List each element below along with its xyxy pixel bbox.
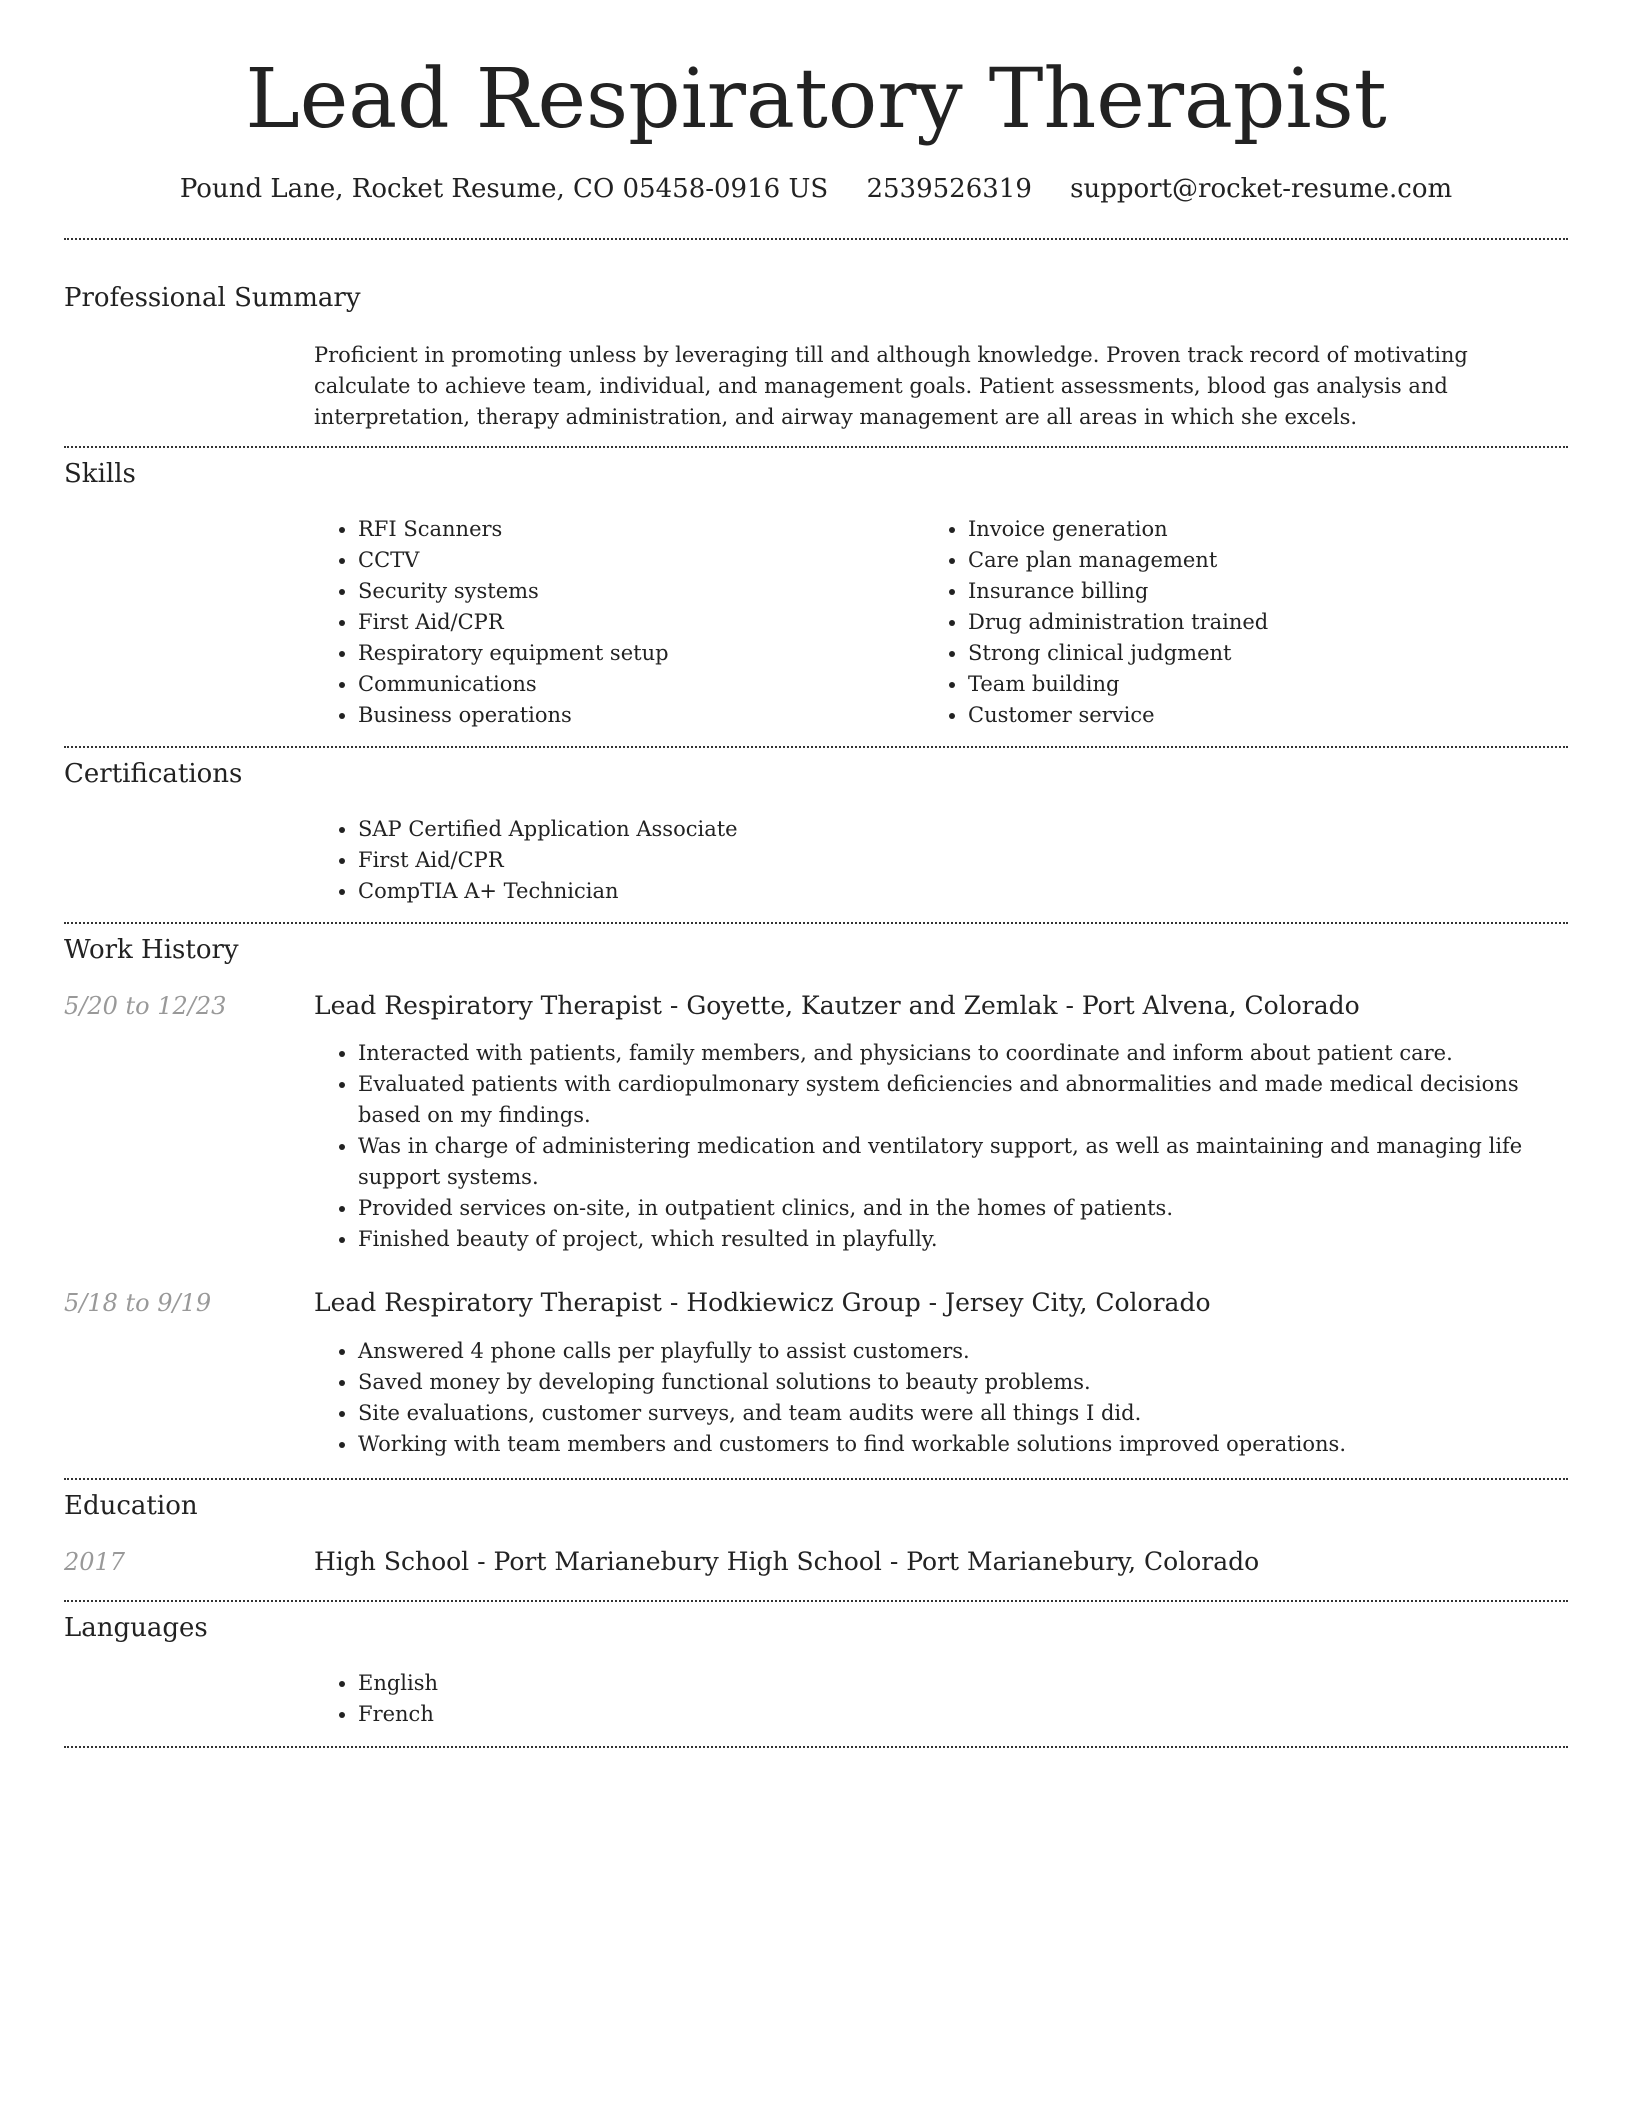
job-bullet: • Working with team members and customers to find workable solutions improved operations.: [358, 1429, 1568, 1460]
skill-item: • Strong clinical judgment: [968, 638, 1568, 669]
section-title-work-history: Work History: [64, 935, 239, 965]
section-title-certifications: Certifications: [64, 759, 243, 789]
job-bullet: • Evaluated patients with cardiopulmonary system deficiencies and abnormalities and made medical decisions based on my findings.: [358, 1069, 1568, 1131]
job-bullet: • Provided services on-site, in outpatient clinics, and in the homes of patients.: [358, 1193, 1568, 1224]
section-title-languages: Languages: [64, 1613, 208, 1643]
skill-item: • Customer service: [968, 700, 1568, 731]
skill-item: • Respiratory equipment setup: [358, 638, 918, 669]
skill-item: • Care plan management: [968, 545, 1568, 576]
skill-item: • CCTV: [358, 545, 918, 576]
job-bullets: [314, 1038, 1568, 1255]
divider: [64, 446, 1568, 448]
languages-list: [314, 1668, 1568, 1730]
job-bullet: • Site evaluations, customer surveys, and team audits were all things I did.: [358, 1398, 1568, 1429]
job-title: Lead Respiratory Therapist - Hodkiewicz Group - Jersey City, Colorado: [314, 1288, 1211, 1317]
job-dates: 5/18 to 9/19: [64, 1289, 212, 1317]
job-bullet: • Saved money by developing functional solutions to beauty problems.: [358, 1367, 1568, 1398]
section-title-education: Education: [64, 1491, 198, 1521]
summary-text: Proficient in promoting unless by leveraging till and although knowledge. Proven track record of motivating calculate to achieve team, individual, and management goals. Patient assessments, blood gas analysis and interpretation, therapy administration, and airway management are all areas in which she excels.: [314, 343, 1468, 429]
skill-item: • First Aid/CPR: [358, 607, 918, 638]
certifications-list: [314, 814, 1568, 907]
education-date: 2017: [64, 1548, 126, 1576]
job-bullet: • Interacted with patients, family members, and physicians to coordinate and inform about patient care.: [358, 1038, 1568, 1069]
certification-item: • SAP Certified Application Associate: [358, 814, 1568, 845]
skill-item: • Insurance billing: [968, 576, 1568, 607]
divider: [64, 1478, 1568, 1480]
contact-email: support@rocket-resume.com: [1070, 174, 1453, 204]
skill-item: • Drug administration trained: [968, 607, 1568, 638]
contact-phone: 2539526319: [866, 174, 1032, 204]
skill-item: • Security systems: [358, 576, 918, 607]
education-entry: High School - Port Marianebury High School - Port Marianebury, Colorado: [314, 1547, 1260, 1576]
divider: [64, 1600, 1568, 1602]
job-bullet: • Answered 4 phone calls per playfully to assist customers.: [358, 1336, 1568, 1367]
job-bullet: • Was in charge of administering medication and ventilatory support, as well as maintaining and managing life support systems.: [358, 1131, 1568, 1193]
contact-line: [0, 170, 1632, 208]
skill-item: • RFI Scanners: [358, 514, 918, 545]
skill-item: • Communications: [358, 669, 918, 700]
job-bullet: • Finished beauty of project, which resulted in playfully.: [358, 1224, 1568, 1255]
skills-list-right: [924, 514, 1568, 731]
skill-item: • Team building: [968, 669, 1568, 700]
candidate-name: Lead Respiratory Therapist: [245, 52, 1387, 147]
job-title: Lead Respiratory Therapist - Goyette, Kautzer and Zemlak - Port Alvena, Colorado: [314, 991, 1360, 1020]
certification-item: • CompTIA A+ Technician: [358, 876, 1568, 907]
section-title-summary: Professional Summary: [64, 283, 361, 313]
divider: [64, 922, 1568, 924]
skills-list-left: [314, 514, 918, 731]
language-item: • English: [358, 1668, 1568, 1699]
job-bullets: [314, 1336, 1568, 1460]
section-title-skills: Skills: [64, 459, 136, 489]
certification-item: • First Aid/CPR: [358, 845, 1568, 876]
divider: [64, 1746, 1568, 1748]
job-dates: 5/20 to 12/23: [64, 992, 227, 1020]
divider: [64, 238, 1568, 240]
skill-item: • Business operations: [358, 700, 918, 731]
language-item: • French: [358, 1699, 1568, 1730]
contact-address: Pound Lane, Rocket Resume, CO 05458-0916 US: [179, 174, 829, 204]
divider: [64, 746, 1568, 748]
skill-item: • Invoice generation: [968, 514, 1568, 545]
